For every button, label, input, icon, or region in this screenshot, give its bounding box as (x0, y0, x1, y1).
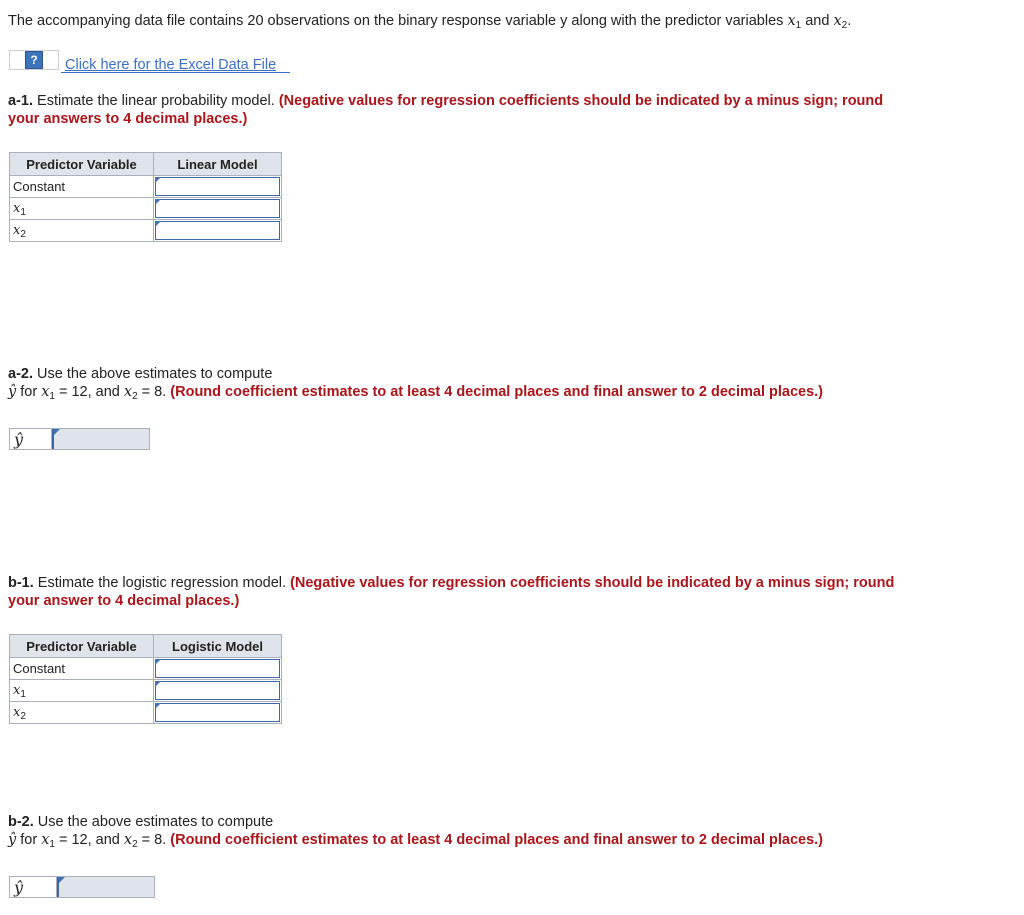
linear-model-table (9, 152, 282, 242)
a2-answer-row (9, 428, 150, 450)
column-header-linear-model: Linear Model (154, 153, 282, 176)
logistic-x2-cell (154, 702, 282, 724)
excel-data-link[interactable]: Click here for the Excel Data File (65, 57, 277, 73)
logistic-constant-input[interactable] (155, 659, 280, 678)
column-header-predictor: Predictor Variable (10, 153, 154, 176)
linear-x1-input[interactable] (155, 199, 280, 218)
row-label-x1: $x_1$ (10, 198, 154, 220)
flag-icon (155, 703, 161, 709)
flag-icon (155, 177, 161, 183)
flag-icon (155, 221, 161, 227)
flag-icon (155, 659, 161, 665)
column-header-predictor: Predictor Variable (10, 635, 154, 658)
column-header-logistic-model: Logistic Model (154, 635, 282, 658)
question-a2: a-2. Use the above estimates to compute ŷ for $x_1 = 12$, and $x_2 = 8$. (Round coefficient estimates to at least 4 decimal places and final answer to 2 decimal places.) (8, 366, 824, 402)
yhat-label: ŷ (10, 429, 52, 449)
row-label-x2: $x_2$ (10, 702, 154, 724)
linear-x1-cell (154, 198, 282, 220)
intro-text: The accompanying data file contains 20 observations on the binary response variable y along with the predictor variables $x_1$ and $x_2$. (8, 13, 852, 31)
flag-icon (155, 681, 161, 687)
b2-answer-row (9, 876, 155, 898)
linear-constant-cell (154, 176, 282, 198)
yhat-label: ŷ (10, 877, 57, 897)
linear-x2-cell (154, 220, 282, 242)
logistic-x1-cell (154, 680, 282, 702)
flag-icon (59, 877, 65, 883)
question-a1: a-1. Estimate the linear probability model. (Negative values for regression coefficients should be indicated by a minus sign; round your answers to 4 decimal places.) (8, 93, 884, 127)
logistic-x1-input[interactable] (155, 681, 280, 700)
help-button[interactable] (9, 50, 59, 70)
flag-icon (155, 199, 161, 205)
linear-constant-input[interactable] (155, 177, 280, 196)
logistic-model-table (9, 634, 282, 724)
logistic-constant-cell (154, 658, 282, 680)
a2-yhat-input[interactable] (52, 429, 149, 449)
question-b2: b-2. Use the above estimates to compute ŷ for $x_1 = 12$, and $x_2 = 8$. (Round coefficient estimates to at least 4 decimal places and final answer to 2 decimal places.) (8, 814, 824, 850)
flag-icon (54, 429, 60, 435)
linear-x2-input[interactable] (155, 221, 280, 240)
logistic-x2-input[interactable] (155, 703, 280, 722)
row-label-x1: $x_1$ (10, 680, 154, 702)
row-label-constant: Constant (10, 658, 154, 680)
row-label-constant: Constant (10, 176, 154, 198)
help-icon[interactable]: ? (25, 51, 43, 69)
question-b1: b-1. Estimate the logistic regression model. (Negative values for regression coefficients should be indicated by a minus sign; round your answer to 4 decimal places.) (8, 575, 895, 609)
b2-yhat-input[interactable] (57, 877, 154, 897)
row-label-x2: $x_2$ (10, 220, 154, 242)
